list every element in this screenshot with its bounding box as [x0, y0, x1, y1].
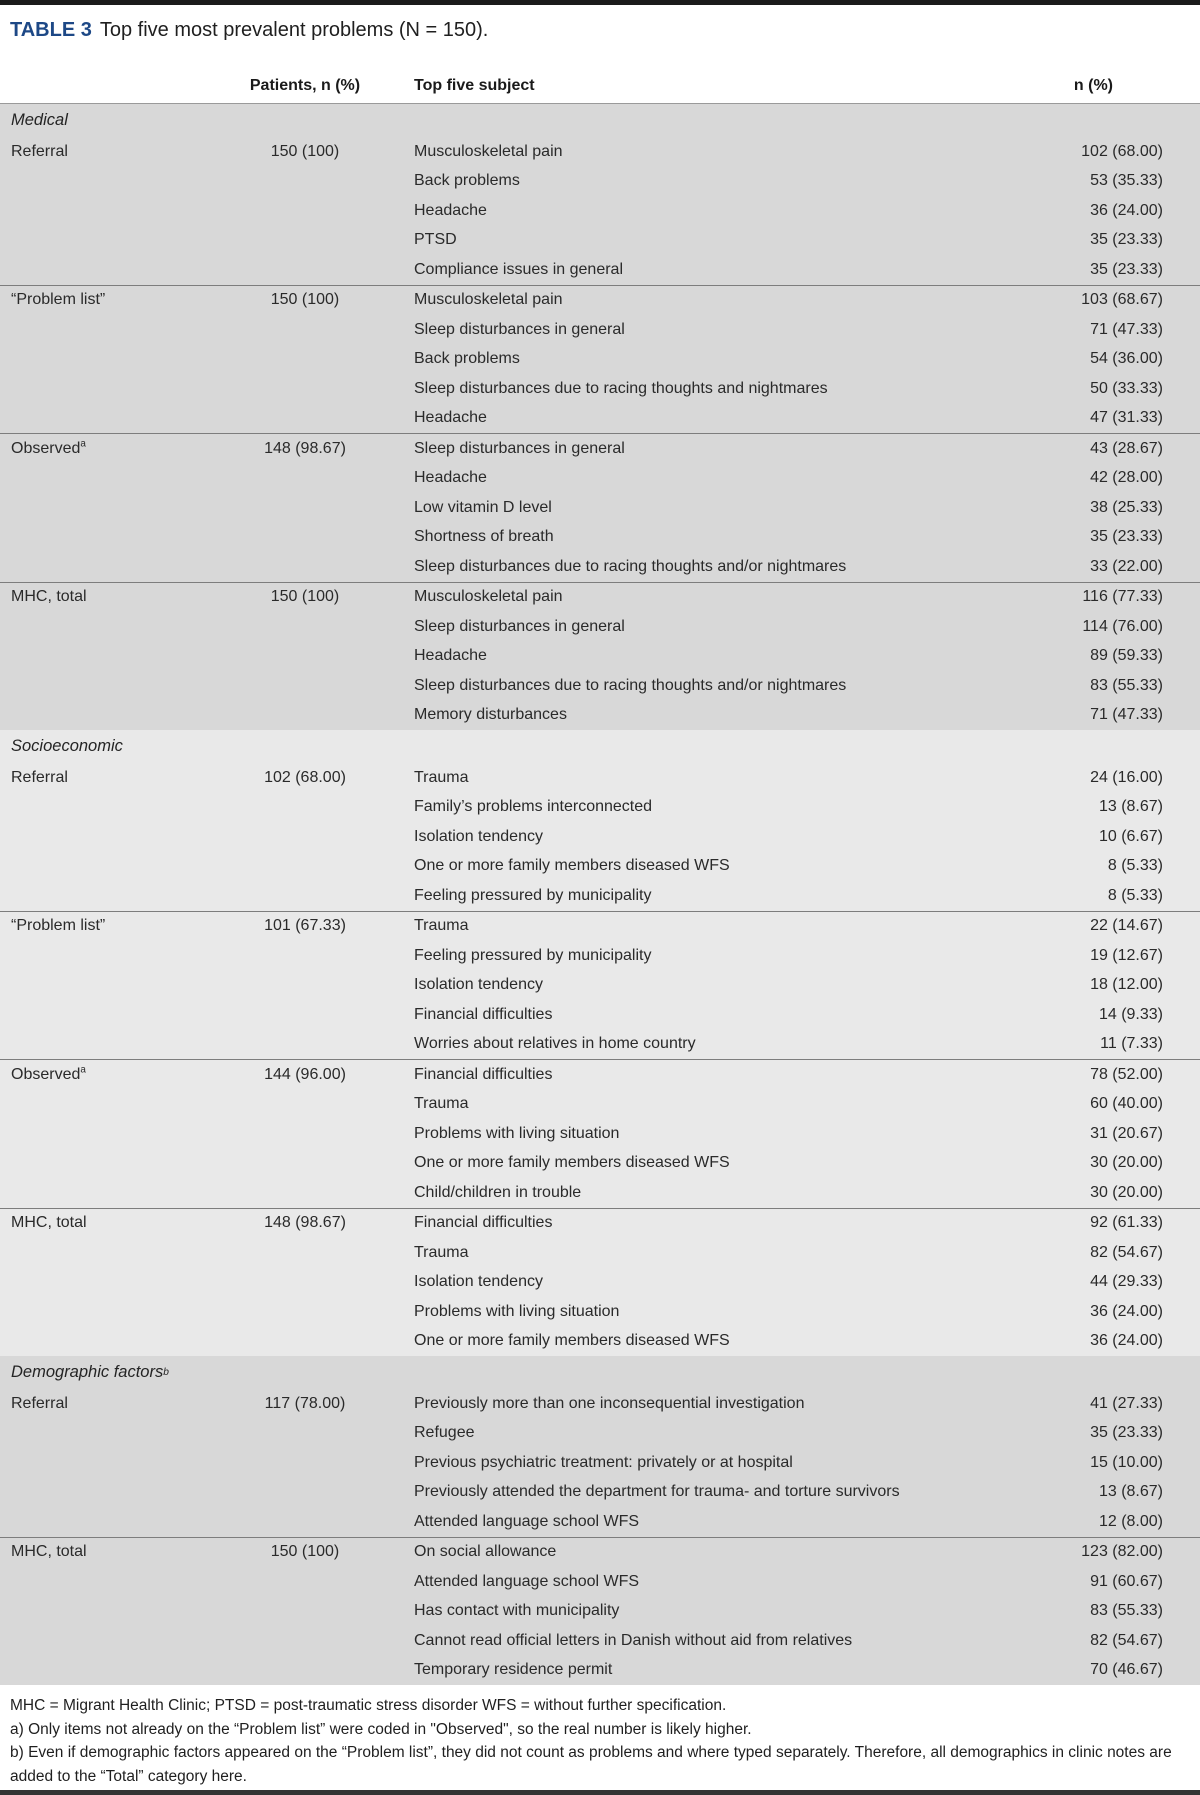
count-cell: 116 (77.33) — [1082, 588, 1163, 606]
count-cell: 8 (5.33) — [1107, 886, 1163, 904]
subject-cell: Attended language school WFS — [414, 1572, 640, 1590]
count-cell: 44 (29.33) — [1090, 1273, 1163, 1291]
row-group — [0, 1537, 1200, 1686]
table-row — [0, 1567, 1200, 1597]
column-header-patients: Patients, n (%) — [249, 77, 361, 94]
subject-cell: Sleep disturbances due to racing thoughts and nightmares — [414, 379, 828, 397]
subject-cell: Trauma — [414, 1095, 469, 1113]
table-row — [0, 1507, 1200, 1537]
table-row — [0, 1090, 1200, 1120]
row-group — [0, 911, 1200, 1060]
table-row — [0, 1626, 1200, 1656]
table-row — [0, 493, 1200, 523]
count-cell: 83 (55.33) — [1090, 676, 1163, 694]
column-header-n-pct: n (%) — [1073, 77, 1113, 94]
bottom-rule — [0, 1790, 1200, 1795]
footnotes — [0, 1685, 1200, 1788]
subject-cell: Refugee — [414, 1424, 475, 1442]
group-label-cell: MHC, total — [11, 588, 87, 606]
subject-cell: Worries about relatives in home country — [414, 1035, 696, 1053]
table-body — [0, 103, 1200, 1685]
group-label-cell: Referral — [11, 142, 68, 160]
subject-cell: Headache — [414, 469, 487, 487]
table-row — [0, 1119, 1200, 1149]
count-cell: 15 (10.00) — [1090, 1453, 1163, 1471]
table-row — [0, 642, 1200, 672]
subject-cell: One or more family members diseased WFS — [414, 857, 730, 875]
subject-cell: Trauma — [414, 768, 469, 786]
count-cell: 31 (20.67) — [1090, 1124, 1163, 1142]
count-cell: 11 (7.33) — [1100, 1035, 1163, 1053]
count-cell: 13 (8.67) — [1098, 1483, 1163, 1501]
row-group — [0, 137, 1200, 285]
subject-cell: Family’s problems interconnected — [414, 798, 653, 816]
count-cell: 8 (5.33) — [1107, 857, 1163, 875]
patients-cell: 150 (100) — [270, 142, 340, 160]
count-cell: 14 (9.33) — [1098, 1005, 1163, 1023]
patients-cell: 144 (96.00) — [264, 1065, 346, 1083]
table-row — [0, 1268, 1200, 1298]
count-cell: 35 (23.33) — [1090, 528, 1163, 546]
count-cell: 13 (8.67) — [1098, 798, 1163, 816]
superscript-marker: a — [80, 439, 86, 450]
group-label-cell: Referral — [11, 1394, 68, 1412]
subject-cell: One or more family members diseased WFS — [414, 1154, 730, 1172]
count-cell: 22 (14.67) — [1090, 917, 1163, 935]
patients-cell: 150 (100) — [270, 588, 340, 606]
row-group — [0, 1208, 1200, 1357]
subject-cell: On social allowance — [414, 1543, 557, 1561]
subject-cell: Memory disturbances — [414, 706, 567, 724]
superscript-marker: a — [80, 1065, 86, 1076]
table-row — [0, 404, 1200, 434]
subject-cell: Musculoskeletal pain — [414, 588, 563, 606]
subject-cell: Previously attended the department for trauma- and torture survivors — [414, 1483, 900, 1501]
subject-cell: Feeling pressured by municipality — [414, 946, 652, 964]
count-cell: 47 (31.33) — [1090, 409, 1163, 427]
count-cell: 35 (23.33) — [1090, 260, 1163, 278]
subject-cell: Child/children in trouble — [414, 1183, 582, 1201]
subject-cell: One or more family members diseased WFS — [414, 1332, 730, 1350]
count-cell: 42 (28.00) — [1090, 469, 1163, 487]
subject-cell: Sleep disturbances due to racing thoughts and/or nightmares — [414, 557, 847, 575]
count-cell: 89 (59.33) — [1090, 647, 1163, 665]
table-row — [0, 1597, 1200, 1627]
count-cell: 36 (24.00) — [1090, 1332, 1163, 1350]
table-row — [0, 1389, 1200, 1419]
section-heading: Socioeconomic — [11, 737, 123, 755]
subject-cell: Musculoskeletal pain — [414, 291, 563, 309]
count-cell: 102 (68.00) — [1081, 142, 1163, 160]
group-label-cell: “Problem list” — [11, 917, 106, 935]
subject-cell: Problems with living situation — [414, 1302, 620, 1320]
group-label-cell: Observed$^a$ — [11, 439, 86, 457]
subject-cell: Back problems — [414, 350, 520, 368]
subject-cell: Isolation tendency — [414, 1273, 543, 1291]
patients-cell: 150 (100) — [270, 1543, 340, 1561]
table-row — [0, 1238, 1200, 1268]
subject-cell: Headache — [414, 201, 487, 219]
subject-cell: Problems with living situation — [414, 1124, 620, 1142]
count-cell: 10 (6.67) — [1098, 827, 1163, 845]
count-cell: 103 (68.67) — [1081, 291, 1163, 309]
count-cell: 18 (12.00) — [1090, 976, 1163, 994]
count-cell: 82 (54.67) — [1090, 1631, 1163, 1649]
subject-cell: Cannot read official letters in Danish without aid from relatives — [414, 1631, 853, 1649]
column-header-row — [0, 57, 1200, 103]
count-cell: 43 (28.67) — [1090, 439, 1163, 457]
subject-cell: PTSD — [414, 231, 457, 249]
count-cell: 70 (46.67) — [1090, 1661, 1163, 1679]
subject-cell: Attended language school WFS — [414, 1512, 640, 1530]
group-label-cell: MHC, total — [11, 1543, 87, 1561]
table-row — [0, 1538, 1200, 1568]
table-row — [0, 1297, 1200, 1327]
table-row — [0, 226, 1200, 256]
subject-cell: Shortness of breath — [414, 528, 554, 546]
count-cell: 114 (76.00) — [1082, 617, 1163, 635]
column-header-subject: Top five subject — [414, 77, 535, 94]
table-row — [0, 345, 1200, 375]
count-cell: 53 (35.33) — [1090, 172, 1163, 190]
group-label-cell: “Problem list” — [11, 291, 106, 309]
count-cell: 24 (16.00) — [1090, 768, 1163, 786]
subject-cell: Has contact with municipality — [414, 1602, 620, 1620]
subject-cell: Sleep disturbances in general — [414, 439, 625, 457]
table-title-label: TABLE 3 — [10, 19, 92, 41]
table-row — [0, 255, 1200, 285]
table-row — [0, 523, 1200, 553]
row-group — [0, 285, 1200, 434]
table-row — [0, 286, 1200, 316]
table-row — [0, 701, 1200, 731]
count-cell: 71 (47.33) — [1090, 706, 1163, 724]
subject-cell: Trauma — [414, 1243, 469, 1261]
count-cell: 12 (8.00) — [1098, 1512, 1163, 1530]
patients-cell: 101 (67.33) — [264, 917, 346, 935]
subject-cell: Headache — [414, 647, 487, 665]
row-group — [0, 1389, 1200, 1537]
subject-cell: Previously more than one inconsequential investigation — [414, 1394, 805, 1412]
table-row — [0, 1000, 1200, 1030]
count-cell: 33 (22.00) — [1090, 557, 1163, 575]
subject-cell: Back problems — [414, 172, 520, 190]
subject-cell: Temporary residence permit — [414, 1661, 613, 1679]
table-row — [0, 1178, 1200, 1208]
table-row — [0, 852, 1200, 882]
table-row — [0, 583, 1200, 613]
table-row — [0, 1060, 1200, 1090]
table-row — [0, 941, 1200, 971]
count-cell: 82 (54.67) — [1090, 1243, 1163, 1261]
count-cell: 19 (12.67) — [1090, 946, 1163, 964]
table-row — [0, 137, 1200, 167]
subject-cell: Headache — [414, 409, 487, 427]
subject-cell: Sleep disturbances in general — [414, 617, 625, 635]
table-row — [0, 912, 1200, 942]
count-cell: 71 (47.33) — [1090, 320, 1163, 338]
table-title — [0, 5, 1200, 57]
table-row — [0, 1030, 1200, 1060]
count-cell: 36 (24.00) — [1090, 1302, 1163, 1320]
table-row — [0, 552, 1200, 582]
subject-cell: Financial difficulties — [414, 1214, 553, 1232]
table-row — [0, 434, 1200, 464]
count-cell: 83 (55.33) — [1090, 1602, 1163, 1620]
subject-cell: Isolation tendency — [414, 827, 543, 845]
table-row — [0, 464, 1200, 494]
count-cell: 123 (82.00) — [1081, 1543, 1163, 1561]
group-label-cell: Observed$^a$ — [11, 1065, 86, 1083]
footnote-b: b) Even if demographic factors appeared on the “Problem list”, they did not count as problems and where typed separately. Therefore, all demographics in clinic notes are added to the “Total” category here. — [10, 1744, 1172, 1785]
count-cell: 35 (23.33) — [1090, 231, 1163, 249]
patients-cell: 148 (98.67) — [264, 439, 346, 457]
table-row — [0, 1209, 1200, 1239]
table-row — [0, 881, 1200, 911]
subject-cell: Compliance issues in general — [414, 260, 623, 278]
table-row — [0, 1656, 1200, 1686]
section-heading: Demographic factors b — [11, 1363, 169, 1381]
footnote-a: a) Only items not already on the “Problem list” were coded in "Observed", so the real number is likely higher. — [10, 1720, 752, 1738]
count-cell: 60 (40.00) — [1090, 1095, 1163, 1113]
row-group — [0, 763, 1200, 911]
section — [0, 1356, 1200, 1685]
table-row — [0, 1327, 1200, 1357]
group-label-cell: Referral — [11, 768, 68, 786]
table-row — [0, 612, 1200, 642]
count-cell: 92 (61.33) — [1090, 1214, 1163, 1232]
subject-cell: Financial difficulties — [414, 1065, 553, 1083]
table-row — [0, 315, 1200, 345]
row-group — [0, 582, 1200, 731]
subject-cell: Low vitamin D level — [414, 498, 552, 516]
count-cell: 30 (20.00) — [1090, 1154, 1163, 1172]
subject-cell: Previous psychiatric treatment: privately or at hospital — [414, 1453, 793, 1471]
count-cell: 36 (24.00) — [1090, 201, 1163, 219]
table-row — [0, 167, 1200, 197]
table-row — [0, 196, 1200, 226]
count-cell: 54 (36.00) — [1090, 350, 1163, 368]
table-row — [0, 822, 1200, 852]
patients-cell: 150 (100) — [270, 291, 340, 309]
section-heading: Medical — [11, 111, 68, 129]
table-row — [0, 671, 1200, 701]
patients-cell: 148 (98.67) — [264, 1214, 346, 1232]
table-row — [0, 1419, 1200, 1449]
table-row — [0, 1448, 1200, 1478]
table-row — [0, 374, 1200, 404]
count-cell: 35 (23.33) — [1090, 1424, 1163, 1442]
count-cell: 91 (60.67) — [1090, 1572, 1163, 1590]
count-cell: 41 (27.33) — [1090, 1394, 1163, 1412]
section — [0, 730, 1200, 1356]
table-row — [0, 971, 1200, 1001]
patients-cell: 117 (78.00) — [264, 1394, 346, 1412]
subject-cell: Trauma — [414, 917, 469, 935]
row-group — [0, 433, 1200, 582]
subject-cell: Financial difficulties — [414, 1005, 553, 1023]
table-row — [0, 793, 1200, 823]
subject-cell: Isolation tendency — [414, 976, 543, 994]
count-cell: 38 (25.33) — [1090, 498, 1163, 516]
table-row — [0, 1478, 1200, 1508]
section — [0, 103, 1200, 730]
subject-cell: Musculoskeletal pain — [414, 142, 563, 160]
count-cell: 78 (52.00) — [1090, 1065, 1163, 1083]
count-cell: 50 (33.33) — [1090, 379, 1163, 397]
footnote-abbreviations: MHC = Migrant Health Clinic; PTSD = post-traumatic stress disorder WFS = without further specification. — [10, 1697, 727, 1714]
group-label-cell: MHC, total — [11, 1214, 87, 1232]
subject-cell: Sleep disturbances due to racing thoughts and/or nightmares — [414, 676, 847, 694]
subject-cell: Sleep disturbances in general — [414, 320, 625, 338]
table-row — [0, 1149, 1200, 1179]
count-cell: 30 (20.00) — [1090, 1183, 1163, 1201]
patients-cell: 102 (68.00) — [264, 768, 346, 786]
subject-cell: Feeling pressured by municipality — [414, 886, 652, 904]
table-title-text: Top five most prevalent problems (N = 150). — [99, 19, 489, 41]
row-group — [0, 1059, 1200, 1208]
table-row — [0, 763, 1200, 793]
